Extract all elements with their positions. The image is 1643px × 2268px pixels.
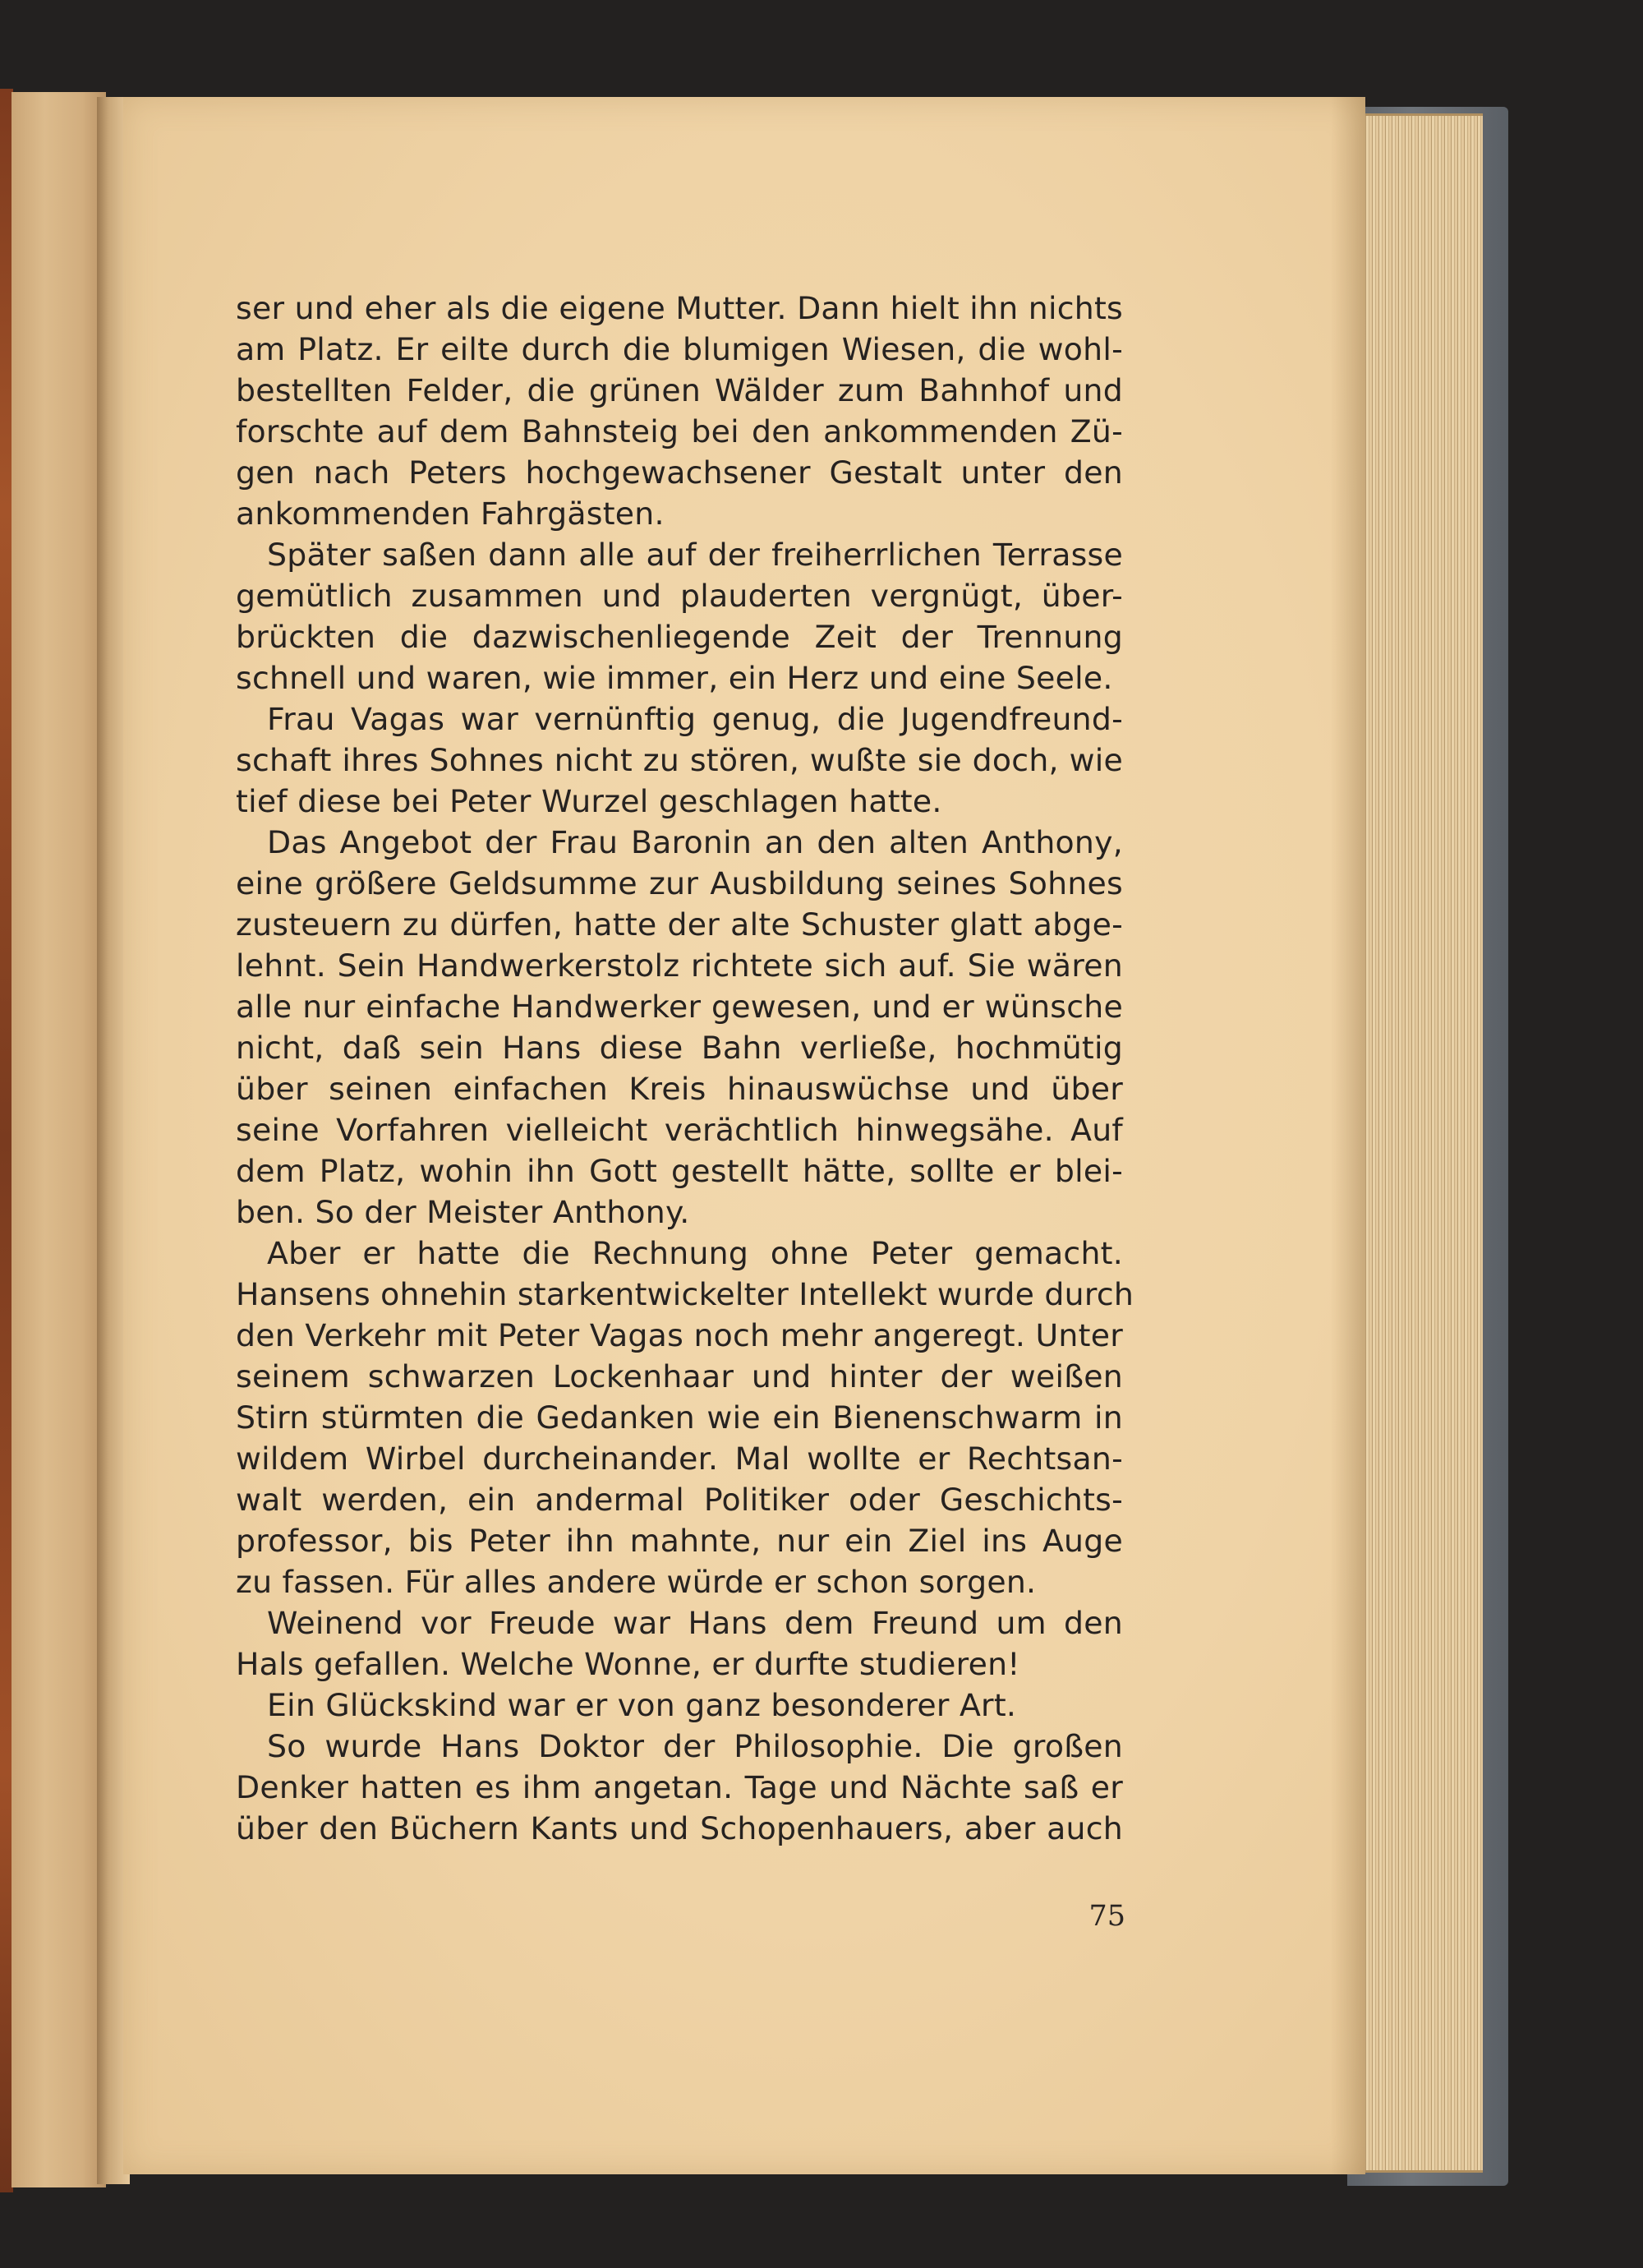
text-line: Später saßen dann alle auf der freiherrlichen Terrasse [267, 537, 1123, 573]
text-line: So wurde Hans Doktor der Philosophie. Die großen [267, 1728, 1123, 1764]
text-line: professor, bis Peter ihn mahnte, nur ein Ziel ins Auge [236, 1523, 1123, 1559]
text-line: Hals gefallen. Welche Wonne, er durfte studieren! [236, 1646, 1020, 1682]
text-line: seinem schwarzen Lockenhaar und hinter der weißen [236, 1358, 1123, 1394]
text-line: Stirn stürmten die Gedanken wie ein Bienenschwarm in [236, 1399, 1123, 1436]
page-stack-edge [1360, 113, 1483, 2173]
text-line: walt werden, ein andermal Politiker oder Geschichts- [236, 1482, 1123, 1518]
text-line: zu fassen. Für alles andere würde er schon sorgen. [236, 1564, 1037, 1600]
text-line: alle nur einfache Handwerker gewesen, und er wünsche [236, 989, 1123, 1025]
text-line: Weinend vor Freude war Hans dem Freund um den [267, 1605, 1123, 1641]
page-number: 75 [1088, 1900, 1125, 1933]
text-line: Aber er hatte die Rechnung ohne Peter gemacht. [267, 1235, 1123, 1271]
text-line: gen nach Peters hochgewachsener Gestalt unter den [236, 454, 1123, 491]
text-line: über seinen einfachen Kreis hinauswüchse und über [236, 1071, 1123, 1107]
text-line: gemütlich zusammen und plauderten vergnügt, über- [236, 578, 1123, 614]
text-line: brückten die dazwischenliegende Zeit der Trennung [236, 619, 1123, 655]
text-line: Frau Vagas war vernünftig genug, die Jugendfreund- [267, 701, 1123, 737]
text-line: ankommenden Fahrgästen. [236, 496, 665, 532]
left-page-edge [12, 92, 106, 2187]
text-line: bestellten Felder, die grünen Wälder zum Bahnhof und [236, 372, 1123, 408]
text-line: schnell und waren, wie immer, ein Herz und eine Seele. [236, 660, 1113, 696]
page-text [236, 288, 1134, 1849]
text-line: ben. So der Meister Anthony. [236, 1194, 690, 1230]
text-line: Hansens ohnehin starkentwickelter Intellekt wurde durch [236, 1276, 1134, 1312]
text-line: ser und eher als die eigene Mutter. Dann hielt ihn nichts [236, 290, 1123, 326]
text-line: über den Büchern Kants und Schopenhauers, aber auch [236, 1810, 1123, 1846]
text-line: dem Platz, wohin ihn Gott gestellt hätte, sollte er blei- [236, 1153, 1123, 1189]
text-line: den Verkehr mit Peter Vagas noch mehr angeregt. Unter [236, 1317, 1123, 1353]
text-line: am Platz. Er eilte durch die blumigen Wiesen, die wohl- [236, 331, 1123, 367]
text-line: lehnt. Sein Handwerkerstolz richtete sich auf. Sie wären [236, 947, 1123, 984]
page-edge-shadow [1331, 97, 1365, 2174]
text-line: nicht, daß sein Hans diese Bahn verließe, hochmütig [236, 1030, 1123, 1066]
text-line: Das Angebot der Frau Baronin an den alten Anthony, [267, 824, 1123, 860]
text-line: Denker hatten es ihm angetan. Tage und Nächte saß er [236, 1769, 1123, 1805]
text-line: tief diese bei Peter Wurzel geschlagen hatte. [236, 783, 942, 819]
text-line: zusteuern zu dürfen, hatte der alte Schuster glatt abge- [236, 906, 1123, 943]
text-line: wildem Wirbel durcheinander. Mal wollte er Rechtsan- [236, 1441, 1123, 1477]
text-line: eine größere Geldsumme zur Ausbildung seines Sohnes [236, 865, 1123, 901]
text-line: Ein Glückskind war er von ganz besonderer Art. [267, 1687, 1017, 1723]
text-line: seine Vorfahren vielleicht verächtlich hinwegsähe. Auf [236, 1112, 1123, 1148]
text-line: schaft ihres Sohnes nicht zu stören, wußte sie doch, wie [236, 742, 1123, 778]
text-line: forschte auf dem Bahnsteig bei den ankommenden Zü- [236, 413, 1123, 449]
